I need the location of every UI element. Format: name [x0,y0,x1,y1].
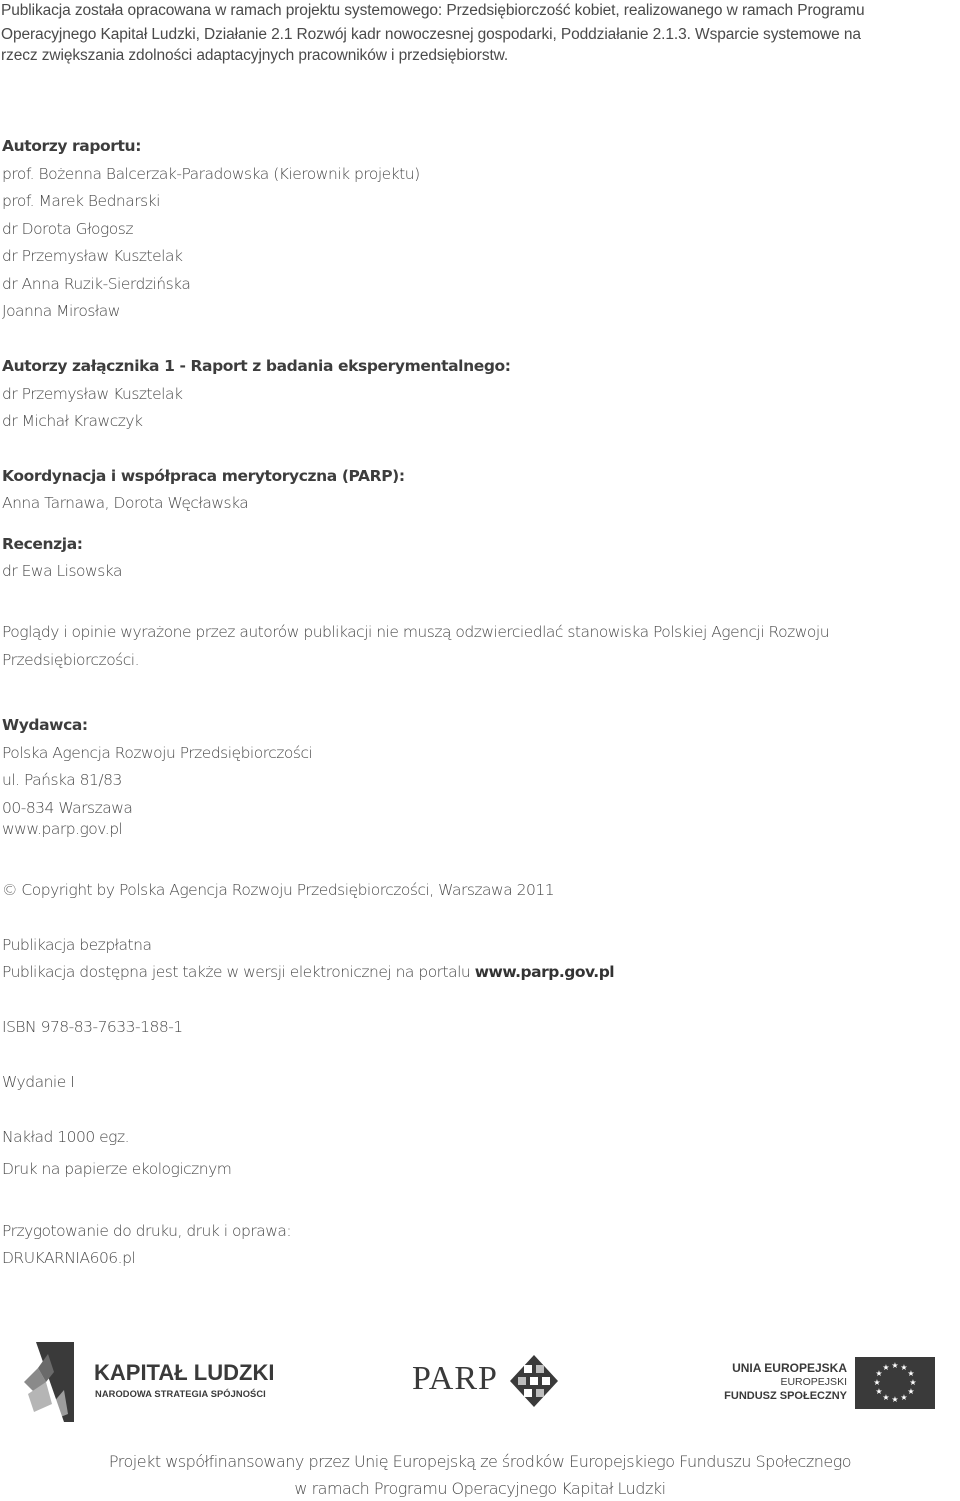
svg-text:★: ★ [882,1393,890,1402]
disclaimer-line-1: Poglądy i opinie wyrażone przez autorów publikacji nie muszą odzwierciedlać stanowiska Polskiej Agencji Rozwoju [2,623,830,641]
footer-line-2: w ramach Programu Operacyjnego Kapitał Ludzki [294,1479,666,1498]
svg-text:★: ★ [900,1393,908,1402]
annex-author: dr Przemysław Kusztelak [2,385,183,403]
print-run: Nakład 1000 egz. [2,1128,130,1146]
disclaimer-line-2: Przedsiębiorczości. [2,651,140,669]
kapital-ludzki-logo [24,1342,284,1422]
svg-text:★: ★ [891,1361,899,1370]
svg-text:★: ★ [882,1363,890,1372]
publisher-street: ul. Pańska 81/83 [2,771,122,789]
svg-text:★: ★ [875,1387,883,1396]
online-availability [2,963,614,981]
intro-line-2: Operacyjnego Kapitał Ludzki, Działanie 2.1 Rozwój kadr nowoczesnej gospodarki, Poddziałanie 2.1.3. Wsparcie systemowe na [1,26,861,43]
reviewer-name: dr Ewa Lisowska [2,562,122,580]
parp-emblem-icon [510,1355,558,1407]
kapital-ludzki-subtitle: NARODOWA STRATEGIA SPÓJNOŚCI [95,1389,266,1399]
printing-house: DRUKARNIA606.pl [2,1249,136,1267]
footer-line-1: Projekt współfinansowany przez Unię Europejską ze środków Europejskiego Funduszu Społecznego [108,1452,852,1471]
svg-text:★: ★ [891,1395,899,1404]
report-author: prof. Marek Bednarski [2,192,160,210]
report-author: dr Przemysław Kusztelak [2,247,183,265]
review-heading: Recenzja: [2,535,83,553]
online-text: Publikacja dostępna jest także w wersji elektronicznej na portalu [2,963,475,981]
annex-author: dr Michał Krawczyk [2,412,143,430]
report-authors-heading: Autorzy raportu: [2,137,141,155]
edition: Wydanie I [2,1073,75,1091]
eu-line-2: EUROPEJSKI [780,1376,847,1388]
eu-logo [724,1357,935,1409]
copyright-notice: © Copyright by Polska Agencja Rozwoju Przedsiębiorczości, Warszawa 2011 [2,881,555,899]
isbn: ISBN 978-83-7633-188-1 [2,1018,183,1036]
svg-text:★: ★ [873,1378,881,1387]
coordination-heading: Koordynacja i współpraca merytoryczna (PARP): [2,467,405,485]
publisher-city: 00-834 Warszawa [2,799,133,817]
printing-label: Przygotowanie do druku, druk i oprawa: [2,1222,292,1240]
portal-link[interactable]: www.parp.gov.pl [474,963,615,981]
eu-flag-icon [855,1357,935,1409]
annex-authors-heading: Autorzy załącznika 1 - Raport z badania eksperymentalnego: [2,357,511,375]
paper-info: Druk na papierze ekologicznym [2,1160,232,1178]
svg-text:★: ★ [875,1369,883,1378]
eu-line-3: FUNDUSZ SPOŁECZNY [724,1390,847,1402]
report-author: prof. Bożenna Balcerzak-Paradowska (Kierownik projektu) [2,165,420,183]
eu-line-1: UNIA EUROPEJSKA [732,1361,847,1375]
kapital-ludzki-title: KAPITAŁ LUDZKI [94,1360,275,1385]
parp-wordmark: PARP [412,1360,498,1397]
report-author: Joanna Mirosław [2,302,120,320]
svg-text:★: ★ [907,1369,915,1378]
free-publication: Publikacja bezpłatna [2,936,152,954]
publisher-heading: Wydawca: [2,716,88,734]
intro-line-1: Publikacja została opracowana w ramach projektu systemowego: Przedsiębiorczość kobiet, realizowanego w ramach Programu [1,2,865,19]
svg-text:★: ★ [900,1363,908,1372]
coordination-names: Anna Tarnawa, Dorota Węcławska [2,494,249,512]
kapital-ludzki-emblem-icon [24,1342,76,1422]
intro-line-3: rzecz zwiększania zdolności adaptacyjnych pracowników i przedsiębiorstw. [1,47,509,64]
svg-text:★: ★ [909,1378,917,1387]
report-author: dr Dorota Głogosz [2,220,133,238]
publisher-name: Polska Agencja Rozwoju Przedsiębiorczości [2,744,313,762]
report-author: dr Anna Ruzik-Sierdzińska [2,275,191,293]
svg-text:★: ★ [907,1387,915,1396]
parp-logo [412,1352,562,1412]
publisher-website: www.parp.gov.pl [2,820,123,838]
